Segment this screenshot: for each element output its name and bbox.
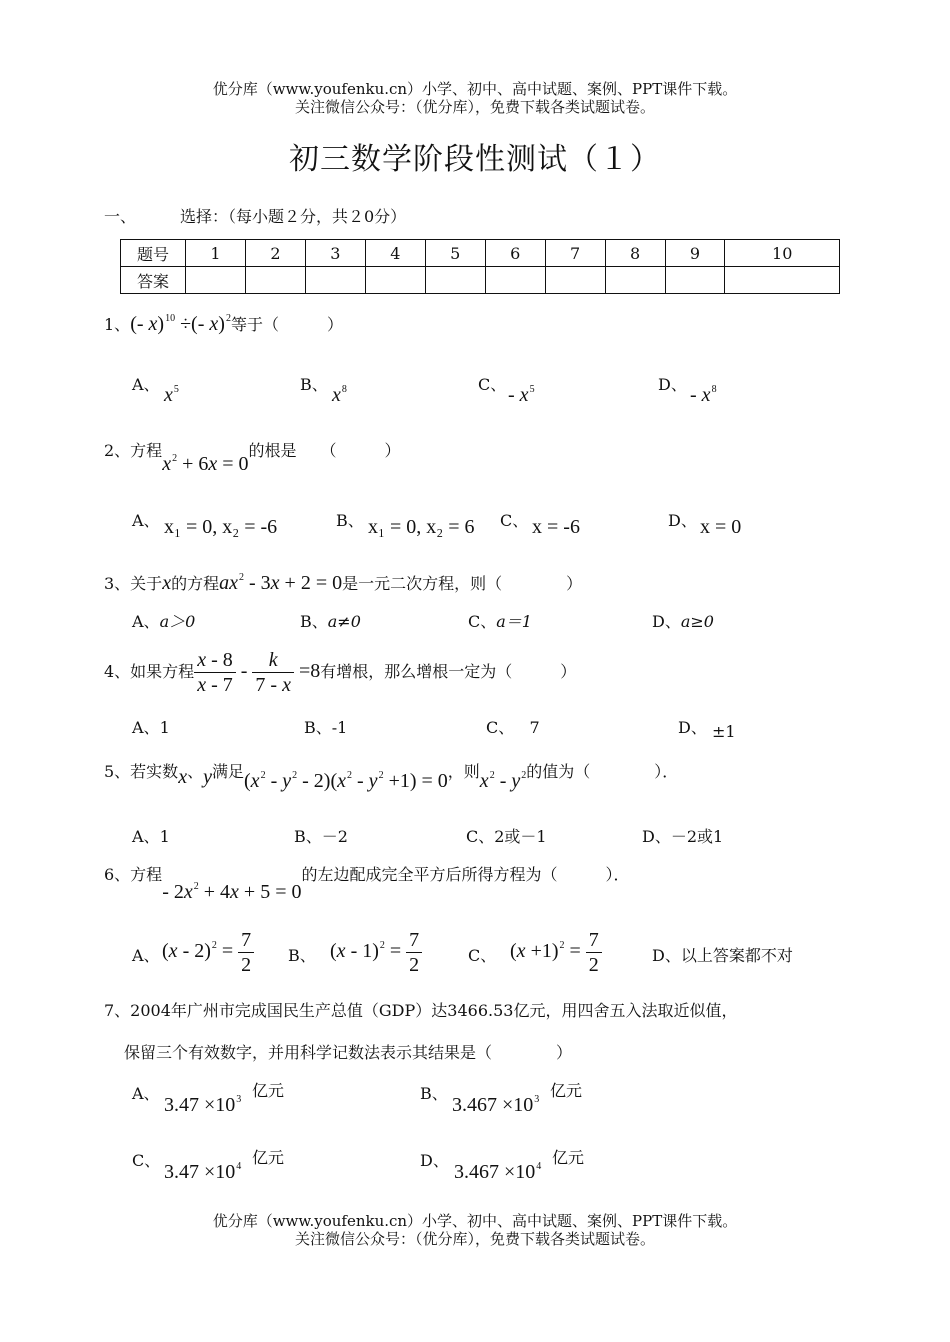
answer-cell[interactable] [425,267,485,294]
question-5 [104,759,679,792]
q7-option-a-unit: 亿元 [252,1081,285,1100]
variable-x: x [162,572,172,594]
question-text: 3、关于 [104,574,163,593]
q6-option-a-label: A、 [132,946,160,965]
row-label: 题号 [121,240,186,267]
q1-option-b: $x^8$ [332,384,347,406]
footer-line-1: 优分库（www.youfenku.cn）小学、初中、高中试题、案例、PPT课件下载。 [212,1212,738,1230]
q7-option-b-label: B、 [420,1084,448,1103]
header-line-1: 优分库（www.youfenku.cn）小学、初中、高中试题、案例、PPT课件下载。 [212,80,738,98]
answer-cell[interactable] [545,267,605,294]
question-text: 的方程 [171,574,220,593]
variable-x: x [178,766,188,788]
question-7-line-1: 7、2004年广州市完成国民生产总值（GDP）达3466.53亿元，用四舍五入法取近似值， [104,1001,738,1020]
question-number-cell: 6 [485,240,545,267]
q7-option-d: $3.467 \times 10^4$ [454,1161,542,1183]
row-label: 答案 [121,267,186,294]
answer-cell[interactable] [725,267,840,294]
question-text: 5、若实数 [104,762,179,781]
section-number: 一、 [104,207,137,226]
question-1 [104,312,343,336]
question-text: 的值为（ ）． [526,762,679,781]
q3-option-a: A、a＞0 [132,612,196,631]
q1-expression: (- x)$^{10}$ ÷(- x)$^2$ [130,313,231,335]
answer-cell[interactable] [665,267,725,294]
q4-option-c: C、 7 [486,718,540,737]
question-number-cell: 3 [305,240,365,267]
q1-option-c-label: C、 [478,375,507,394]
q7-option-d-unit: 亿元 [552,1148,585,1167]
q6-expression: - $2x^2 + 4x + 5 = 0$ [162,881,302,903]
q4-expression: $\frac{x - 8}{x - 7}$ - $\frac{k}{7 - x}$ =8 [194,660,320,682]
question-number-cell: 8 [605,240,665,267]
q2-option-d-label: D、 [668,511,697,530]
answer-cell[interactable] [365,267,425,294]
q2-option-b: x₁ = 0, x₂ = 6 [368,516,475,538]
q2-option-a: x₁ = 0, x₂ = -6 [164,516,278,538]
section-label: 选择：（每小题２分，共２0分） [180,207,407,226]
q2-option-c: x = -6 [532,516,580,538]
q5-option-b: B、－2 [294,827,348,846]
q6-option-c-label: C、 [468,946,497,965]
question-7-line-2: 保留三个有效数字，并用科学记数法表示其结果是（ ） [124,1043,573,1062]
question-text: 的根是 （ ） [248,441,401,460]
q6-option-b-label: B、 [288,946,316,965]
q7-option-b: $3.467 \times 10^3$ [452,1094,540,1116]
q3-option-d: D、a≥0 [652,612,714,631]
q5-option-c: C、2或－1 [466,827,547,846]
q2-expression: $x^2 + 6x = 0$ [162,453,249,475]
question-text: 4、如果方程 [104,662,195,682]
q7-option-c-unit: 亿元 [252,1148,285,1167]
question-number-cell: 4 [365,240,425,267]
q3-option-b: B、a≠0 [300,612,361,631]
question-number-cell: 1 [186,240,246,267]
question-text: 是一元二次方程，则（ ） [342,574,583,593]
question-number-cell: 5 [425,240,485,267]
q1-option-a-label: A、 [132,375,160,394]
q7-option-a: $3.47 \times 10^3$ [164,1094,242,1116]
q5-expression: $(x^2 - y^2 - 2)(x^2 - y^2 +1) = 0$ [244,770,448,792]
question-number: 2、方程 [104,441,163,460]
question-number-cell: 9 [665,240,725,267]
q6-option-d: D、以上答案都不对 [652,946,793,965]
q5-expression-2: $x^2 - y^2$ [479,770,527,792]
question-text: 的左边配成完全平方后所得方程为（ ）． [301,865,630,884]
variable-y: y [203,766,212,788]
q1-option-c: - $x^5$ [508,384,535,406]
q7-option-a-label: A、 [132,1084,160,1103]
question-text: 有增根，那么增根一定为（ ） [320,662,577,682]
q7-option-d-label: D、 [420,1151,449,1170]
question-text: 6、方程 [104,865,163,884]
page-title: 初三数学阶段性测试（１） [289,142,661,177]
q1-option-b-label: B、 [300,375,328,394]
q4-option-d: D、 ±1 [678,718,736,741]
question-2 [104,438,401,475]
table-row [121,240,840,267]
question-number-cell: 2 [245,240,305,267]
question-number-cell: 10 [725,240,840,267]
q6-option-b: (x - 1)$^2$ = $\frac{7}{2}$ [330,928,422,977]
q5-option-a: A、1 [132,827,170,846]
question-text: 等于（ ） [230,315,343,334]
q5-option-d: D、－2或1 [642,827,724,846]
q7-option-b-unit: 亿元 [550,1081,583,1100]
question-number-cell: 7 [545,240,605,267]
q7-option-c-label: C、 [132,1151,161,1170]
separator: 、 [187,762,204,781]
question-text: 满足 [211,762,244,781]
question-6 [104,862,630,903]
answer-table [120,239,840,294]
q2-option-c-label: C、 [500,511,529,530]
q1-option-d-label: D、 [658,375,687,394]
q3-expression: $ax^2 - 3x + 2 = 0$ [219,572,343,594]
q6-option-a: (x - 2)$^2$ = $\frac{7}{2}$ [162,928,254,977]
footer-line-2: 关注微信公众号：（优分库），免费下载各类试题试卷。 [294,1230,655,1248]
header-line-2: 关注微信公众号：（优分库），免费下载各类试题试卷。 [294,98,655,116]
q4-option-b: B、-1 [304,718,348,737]
table-row [121,267,840,294]
q1-option-d: - $x^8$ [690,384,717,406]
answer-cell[interactable] [485,267,545,294]
answer-cell[interactable] [245,267,305,294]
q3-option-c: C、a＝1 [468,612,532,631]
question-3 [104,571,582,595]
question-number: 1、 [104,315,131,334]
q2-option-d: x = 0 [700,516,742,538]
q2-option-a-label: A、 [132,511,160,530]
q4-option-a: A、1 [132,718,170,737]
question-text: ，则 [447,762,480,781]
answer-cell[interactable] [605,267,665,294]
answer-cell[interactable] [305,267,365,294]
question-4 [104,648,576,697]
q6-option-c: $(x +1)^2$ = $\frac{7}{2}$ [510,928,602,977]
answer-cell[interactable] [186,267,246,294]
q1-option-a: $x^5$ [164,384,179,406]
q7-option-c: $3.47 \times 10^4$ [164,1161,242,1183]
q2-option-b-label: B、 [336,511,364,530]
